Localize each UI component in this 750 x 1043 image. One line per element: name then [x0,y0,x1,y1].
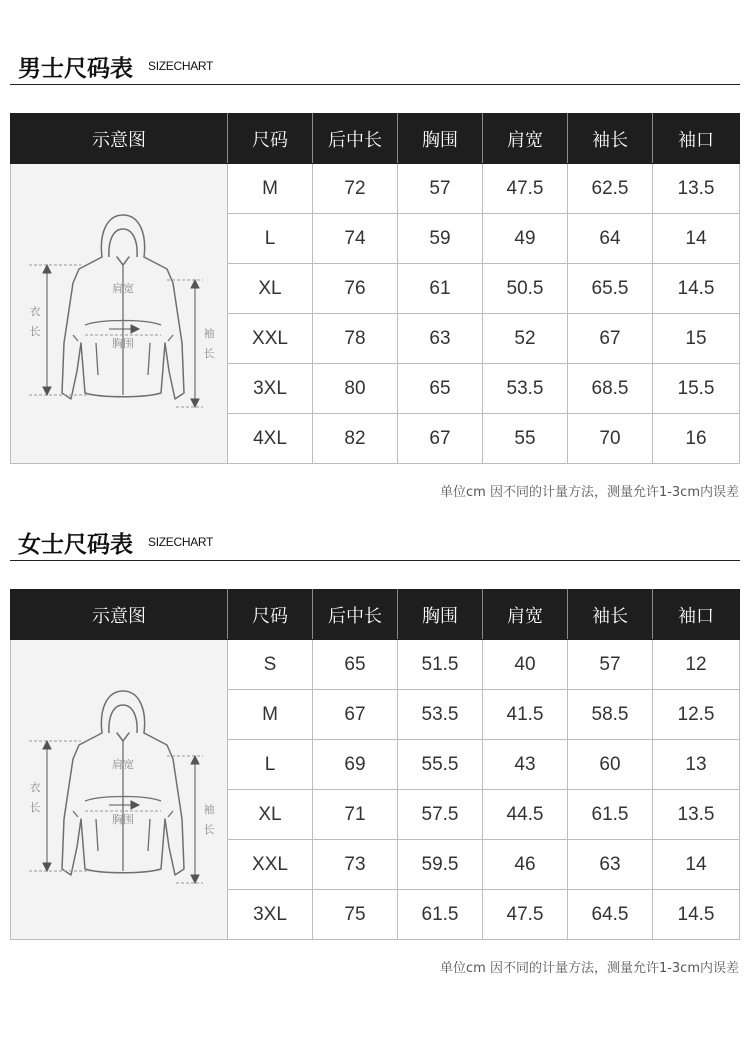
cell-size: XXL [228,314,313,364]
cell-sleeve-length: 57 [568,640,653,690]
cell-sleeve-length: 64.5 [568,890,653,940]
diagram-label-shoulder: 肩宽 [112,281,134,295]
cell-back-length: 69 [313,740,398,790]
cell-size: L [228,214,313,264]
table-row [11,640,740,690]
diagram-label-length-1: 衣 [29,780,41,794]
header-cuff: 袖口 [653,114,740,164]
cell-shoulder: 50.5 [483,264,568,314]
women-subtitle: SIZECHART [148,535,214,549]
cell-cuff: 13.5 [653,790,740,840]
cell-shoulder: 41.5 [483,690,568,740]
cell-size: M [228,690,313,740]
cell-chest: 59.5 [398,840,483,890]
cell-sleeve-length: 60 [568,740,653,790]
cell-sleeve-length: 67 [568,314,653,364]
cell-chest: 57 [398,164,483,214]
header-sleeve-length: 袖长 [568,114,653,164]
diagram-label-length-2: 长 [29,800,41,814]
cell-chest: 59 [398,214,483,264]
cell-back-length: 71 [313,790,398,840]
cell-sleeve-length: 58.5 [568,690,653,740]
cell-sleeve-length: 63 [568,840,653,890]
cell-back-length: 75 [313,890,398,940]
cell-shoulder: 53.5 [483,364,568,414]
men-title-divider [10,84,740,85]
diagram-label-sleeve-1: 袖 [203,326,215,340]
diagram-label-length-2: 长 [29,324,41,338]
cell-size: XL [228,790,313,840]
men-measurement-note: 单位cm 因不同的计量方法，测量允许1-3cm内误差 [440,485,739,500]
header-cuff: 袖口 [653,590,740,640]
table-row [11,164,740,214]
cell-chest: 63 [398,314,483,364]
men-title: 男士尺码表 [18,56,133,82]
cell-cuff: 13 [653,740,740,790]
cell-chest: 61 [398,264,483,314]
cell-chest: 67 [398,414,483,464]
cell-shoulder: 40 [483,640,568,690]
cell-cuff: 15.5 [653,364,740,414]
cell-cuff: 14.5 [653,890,740,940]
women-measurement-note: 单位cm 因不同的计量方法，测量允许1-3cm内误差 [440,961,739,976]
cell-sleeve-length: 62.5 [568,164,653,214]
diagram-label-shoulder: 肩宽 [112,757,134,771]
diagram-label-length-1: 衣 [29,304,41,318]
header-sleeve-length: 袖长 [568,590,653,640]
cell-size: 3XL [228,364,313,414]
cell-back-length: 65 [313,640,398,690]
cell-size: 4XL [228,414,313,464]
cell-size: XL [228,264,313,314]
cell-cuff: 16 [653,414,740,464]
cell-chest: 65 [398,364,483,414]
cell-chest: 61.5 [398,890,483,940]
cell-chest: 57.5 [398,790,483,840]
header-shoulder: 肩宽 [483,590,568,640]
header-size: 尺码 [228,590,313,640]
cell-shoulder: 47.5 [483,164,568,214]
cell-shoulder: 46 [483,840,568,890]
cell-size: L [228,740,313,790]
diagram-label-sleeve-1: 袖 [203,802,215,816]
cell-cuff: 12 [653,640,740,690]
table-header-row [11,590,740,640]
cell-shoulder: 43 [483,740,568,790]
cell-shoulder: 49 [483,214,568,264]
header-back-length: 后中长 [313,590,398,640]
cell-back-length: 76 [313,264,398,314]
cell-shoulder: 52 [483,314,568,364]
cell-chest: 51.5 [398,640,483,690]
header-back-length: 后中长 [313,114,398,164]
cell-size: 3XL [228,890,313,940]
jacket-diagram-cell [11,640,228,940]
diagram-label-chest: 胸围 [112,336,134,350]
cell-cuff: 14 [653,214,740,264]
cell-shoulder: 55 [483,414,568,464]
cell-back-length: 74 [313,214,398,264]
cell-back-length: 72 [313,164,398,214]
header-chest: 胸围 [398,114,483,164]
cell-size: XXL [228,840,313,890]
cell-sleeve-length: 70 [568,414,653,464]
header-shoulder: 肩宽 [483,114,568,164]
table-header-row [11,114,740,164]
header-size: 尺码 [228,114,313,164]
men-size-table [10,113,740,464]
cell-chest: 53.5 [398,690,483,740]
header-diagram: 示意图 [11,590,228,640]
cell-cuff: 12.5 [653,690,740,740]
cell-shoulder: 44.5 [483,790,568,840]
cell-cuff: 14.5 [653,264,740,314]
cell-sleeve-length: 61.5 [568,790,653,840]
jacket-diagram-icon [11,165,227,463]
cell-sleeve-length: 65.5 [568,264,653,314]
diagram-label-sleeve-2: 长 [203,822,215,836]
cell-cuff: 13.5 [653,164,740,214]
header-chest: 胸围 [398,590,483,640]
cell-chest: 55.5 [398,740,483,790]
cell-back-length: 73 [313,840,398,890]
cell-cuff: 14 [653,840,740,890]
cell-shoulder: 47.5 [483,890,568,940]
diagram-label-sleeve-2: 长 [203,346,215,360]
header-diagram: 示意图 [11,114,228,164]
women-title: 女士尺码表 [18,532,133,558]
cell-back-length: 78 [313,314,398,364]
cell-cuff: 15 [653,314,740,364]
cell-back-length: 67 [313,690,398,740]
cell-sleeve-length: 68.5 [568,364,653,414]
women-size-table [10,589,740,940]
men-subtitle: SIZECHART [148,59,214,73]
cell-back-length: 82 [313,414,398,464]
women-title-divider [10,560,740,561]
diagram-label-chest: 胸围 [112,812,134,826]
jacket-diagram-cell [11,164,228,464]
cell-size: S [228,640,313,690]
cell-sleeve-length: 64 [568,214,653,264]
cell-back-length: 80 [313,364,398,414]
cell-size: M [228,164,313,214]
jacket-diagram-icon [11,641,227,939]
